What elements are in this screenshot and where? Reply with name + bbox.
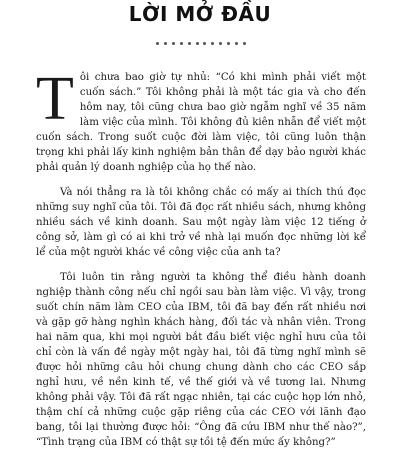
- decorative-dot-divider: [156, 42, 246, 45]
- divider-dot: [243, 42, 246, 45]
- divider-dot: [235, 42, 238, 45]
- divider-dot: [188, 42, 191, 45]
- divider-dot: [203, 42, 206, 45]
- divider-dot: [227, 42, 230, 45]
- divider-dot: [211, 42, 214, 45]
- divider-dot: [172, 42, 175, 45]
- divider-dot: [180, 42, 183, 45]
- drop-cap: T: [36, 65, 74, 133]
- divider-dot: [196, 42, 199, 45]
- paragraph-3: Tôi luôn tin rằng người ta không thể điều hành doanh nghiệp thành công nếu chỉ ngồi sau bàn làm việc. Vì vậy, trong suốt chín năm làm CEO của IBM, tôi đã bay đến rất nhiều nơi và gặp gỡ hàng nghìn khách hàng, đối tác và nhân viên. Trong hai năm qua, khi mọi người bắt đầu biết việc nghỉ hưu của tôi chỉ còn là vấn đề ngày một ngày hai, tôi đã từng nghĩ mình sẽ được hỏi những câu hỏi chung chung dành cho các CEO sắp nghỉ hưu, về nền kinh tế, về thế giới và về tương lai. Nhưng không phải vậy. Tôi đã rất ngạc nhiên, tại các cuộc họp lớn nhỏ, thậm chí cả những cuộc gặp riêng của các CEO với lãnh đạo bang, tôi lại thường được hỏi: “Ông đã cứu IBM như thế nào?”, “Tình trạng của IBM có thật sự tồi tệ đến mức ấy không?”: [36, 272, 366, 448]
- paragraph-1: [36, 65, 366, 175]
- body-text: [36, 65, 366, 460]
- paragraph-1-text: ôi chưa bao giờ tự nhủ: “Có khi mình phải viết một cuốn sách.” Tôi không phải là một tác gia và cho đến hôm nay, tôi cũng chưa bao giờ ngẫm nghĩ về 35 năm làm việc của mình. Tôi không đủ kiên nhẫn để viết một cuốn sách. Trong suốt cuộc đời làm việc, tôi cũng luôn thận trọng khi phải lấy kinh nghiệm bản thân để dạy bảo người khác phải quản lý doanh nghiệp của họ thế nào.: [36, 72, 366, 173]
- paragraph-2: Và nói thẳng ra là tôi không chắc có mấy ai thích thú đọc những suy nghĩ của tôi. Tôi đã đọc rất nhiều sách, nhưng không nhiều sách về kinh doanh. Sau một ngày làm việc 12 tiếng ở công sở, làm gì có ai khi trở về nhà lại muốn đọc những lời kể lể của một người khác về công việc của anh ta?: [36, 187, 366, 258]
- divider-dot: [164, 42, 167, 45]
- divider-dot: [156, 42, 159, 45]
- divider-dot: [219, 42, 222, 45]
- chapter-heading: LỜI MỞ ĐẦU: [128, 2, 272, 26]
